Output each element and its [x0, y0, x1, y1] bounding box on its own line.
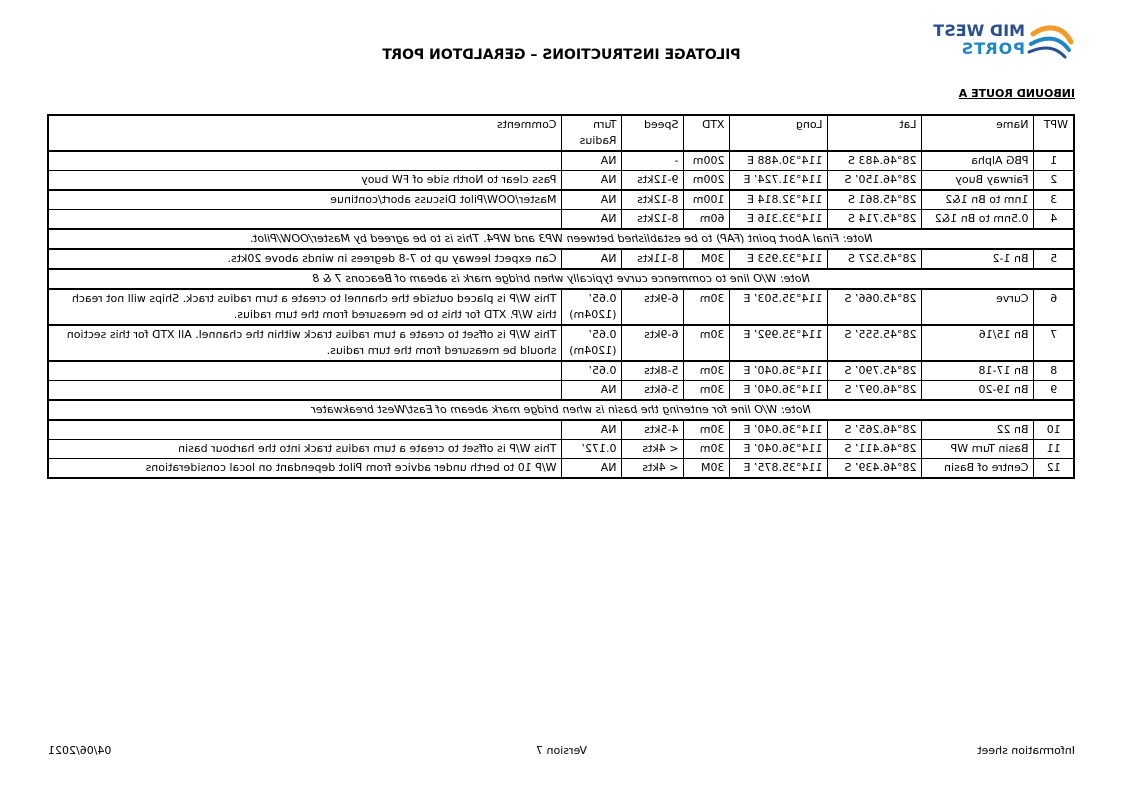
comments-cell: This W/P is offset to create a turn radius track into the harbour basin	[48, 440, 562, 459]
name-cell: 0.5nm to Bn 1&2	[922, 210, 1034, 230]
header-lat: Lat	[828, 115, 922, 151]
speed-cell: 8-11kts	[622, 249, 684, 269]
name-cell: Centre of Basin	[922, 459, 1034, 479]
xtd-cell: 30m	[684, 361, 730, 381]
wpt-cell: 5	[1034, 249, 1074, 269]
wpt-cell: 10	[1034, 420, 1074, 440]
comments-cell: Master/OOW/Pilot Discuss abort/continue	[48, 190, 562, 210]
speed-cell: 5-6kts	[622, 381, 684, 401]
header-xtd: XTD	[684, 115, 730, 151]
comments-cell: Can expect leeway up to 7-8 degrees in winds above 20kts.	[48, 249, 562, 269]
comments-cell	[48, 210, 562, 230]
lat-cell: 28°46.483 S	[828, 151, 922, 171]
comments-cell: This W/P is placed outside the channel to create a turn radius track. Ships will not reach this W/P. XTD for this to be measured from the turn radius.	[48, 289, 562, 325]
long-cell: 114°36.040’ E	[730, 440, 828, 459]
table-row	[48, 361, 1074, 381]
wpt-cell: 2	[1034, 171, 1074, 191]
name-cell: 1nm to Bn 1&2	[922, 190, 1034, 210]
name-cell: Bn 17-18	[922, 361, 1034, 381]
name-cell: Bn 1-2	[922, 249, 1034, 269]
lat-cell: 28°45.714 S	[828, 210, 922, 230]
table-row	[48, 325, 1074, 361]
header-long: Long	[730, 115, 828, 151]
turn-radius-cell: NA	[562, 381, 622, 401]
turn-radius-cell: 0.172’	[562, 440, 622, 459]
speed-cell: 8-12kts	[622, 190, 684, 210]
turn-radius-cell: 0.65’	[562, 361, 622, 381]
lat-cell: 28°45.066’ S	[828, 289, 922, 325]
speed-cell: -	[622, 151, 684, 171]
xtd-cell: 100m	[684, 190, 730, 210]
note-row	[48, 269, 1074, 289]
long-cell: 114°32.814 E	[730, 190, 828, 210]
comments-cell: This W/P is offset to create a turn radius track within the channel. All XTD for this section should be measured from the turn radius.	[48, 325, 562, 361]
turn-radius-cell: NA	[562, 151, 622, 171]
logo-line-2: PORTS	[960, 39, 1025, 58]
lat-cell: 28°45.527 S	[828, 249, 922, 269]
name-cell: PBG Alpha	[922, 151, 1034, 171]
turn-radius-cell: NA	[562, 210, 622, 230]
table-row	[48, 440, 1074, 459]
xtd-cell: 30M	[684, 249, 730, 269]
name-cell: Basin Turn WP	[922, 440, 1034, 459]
name-cell: Curve	[922, 289, 1034, 325]
comments-cell	[48, 361, 562, 381]
comments-cell: W/P 10 to berth under advice from Pilot dependant on local considerations	[48, 459, 562, 479]
long-cell: 114°36.040’ E	[730, 420, 828, 440]
speed-cell: 6-9kts	[622, 325, 684, 361]
long-cell: 114°36.040’ E	[730, 361, 828, 381]
xtd-cell: 200m	[684, 171, 730, 191]
name-cell: Bn 22	[922, 420, 1034, 440]
turn-radius-cell: NA	[562, 249, 622, 269]
long-cell: 114°33.316 E	[730, 210, 828, 230]
table-row	[48, 459, 1074, 479]
speed-cell: 9-12kts	[622, 171, 684, 191]
wpt-cell: 6	[1034, 289, 1074, 325]
turn-radius-cell: NA	[562, 171, 622, 191]
name-cell: Bn 15/16	[922, 325, 1034, 361]
header-comments: Comments	[48, 115, 562, 151]
speed-cell: 4-5kts	[622, 420, 684, 440]
comments-cell	[48, 420, 562, 440]
xtd-cell: 30m	[684, 440, 730, 459]
comments-cell	[48, 381, 562, 401]
wpt-cell: 8	[1034, 361, 1074, 381]
turn-radius-cell: NA	[562, 459, 622, 479]
page-title: PILOTAGE INSTRUCTIONS – GERALDTON PORT	[382, 47, 741, 63]
long-cell: 114°31.724’ E	[730, 171, 828, 191]
waypoint-table	[47, 114, 1075, 479]
long-cell: 114°35.503’ E	[730, 289, 828, 325]
logo-line-1: MID WEST	[933, 21, 1025, 40]
xtd-cell: 60m	[684, 210, 730, 230]
table-row	[48, 249, 1074, 269]
table-row	[48, 171, 1074, 191]
note-row	[48, 400, 1074, 420]
speed-cell: < 4kts	[622, 459, 684, 479]
wpt-cell: 12	[1034, 459, 1074, 479]
header-speed: Speed	[622, 115, 684, 151]
footer-date: 04/06/2021	[48, 744, 112, 757]
long-cell: 114°30.488 E	[730, 151, 828, 171]
note-curve: Note: W/O line to commence curve typically when bridge mark is abeam of Beacons 7 & 8	[48, 269, 1074, 289]
turn-radius-cell: NA	[562, 420, 622, 440]
xtd-cell: 30m	[684, 289, 730, 325]
note-fap: Note: Final Abort point (FAP) to be established between WP3 and WP4. This is to be agreed by Master/OOW/Pilot.	[48, 229, 1074, 249]
turn-radius-cell: NA	[562, 190, 622, 210]
note-row	[48, 229, 1074, 249]
turn-radius-cell: 0.65’ (1204m)	[562, 289, 622, 325]
long-cell: 114°33.953 E	[730, 249, 828, 269]
header-wpt: WPT	[1034, 115, 1074, 151]
lat-cell: 28°45.861 S	[828, 190, 922, 210]
speed-cell: 8-12kts	[622, 210, 684, 230]
wpt-cell: 7	[1034, 325, 1074, 361]
comments-cell: Pass clear to North side of FW buoy	[48, 171, 562, 191]
xtd-cell: 30m	[684, 325, 730, 361]
speed-cell: < 4kts	[622, 440, 684, 459]
wpt-cell: 4	[1034, 210, 1074, 230]
lat-cell: 28°46.150’ S	[828, 171, 922, 191]
table-row	[48, 151, 1074, 171]
lat-cell: 28°45.790’ S	[828, 361, 922, 381]
comments-cell	[48, 151, 562, 171]
xtd-cell: 30M	[684, 459, 730, 479]
header-turn-radius: Turn Radius	[562, 115, 622, 151]
table-row	[48, 190, 1074, 210]
speed-cell: 6-9kts	[622, 289, 684, 325]
lat-cell: 28°46.439’ S	[828, 459, 922, 479]
xtd-cell: 200m	[684, 151, 730, 171]
note-basin: Note: W/O line for entering the basin is when bridge mark abeam of East/West breakwater	[48, 400, 1074, 420]
speed-cell: 5-8kts	[622, 361, 684, 381]
header-name: Name	[922, 115, 1034, 151]
table-header-row	[48, 115, 1074, 151]
wpt-cell: 9	[1034, 381, 1074, 401]
long-cell: 114°36.040’ E	[730, 381, 828, 401]
wpt-cell: 11	[1034, 440, 1074, 459]
table-row	[48, 210, 1074, 230]
long-cell: 114°35.992’ E	[730, 325, 828, 361]
xtd-cell: 30m	[684, 381, 730, 401]
wpt-cell: 3	[1034, 190, 1074, 210]
wpt-cell: 1	[1034, 151, 1074, 171]
lat-cell: 28°45.555’ S	[828, 325, 922, 361]
table-row	[48, 289, 1074, 325]
footer-version: Version 7	[536, 744, 587, 757]
lat-cell: 28°46.097’ S	[828, 381, 922, 401]
lat-cell: 28°46.411’ S	[828, 440, 922, 459]
section-heading: INBOUND ROUTE A	[958, 87, 1075, 100]
table-row	[48, 420, 1074, 440]
name-cell: Fairway Buoy	[922, 171, 1034, 191]
name-cell: Bn 19-20	[922, 381, 1034, 401]
footer-left: Information sheet	[977, 744, 1075, 757]
turn-radius-cell: 0.65’ (1204m)	[562, 325, 622, 361]
lat-cell: 28°46.265’ S	[828, 420, 922, 440]
table-row	[48, 381, 1074, 401]
xtd-cell: 30m	[684, 420, 730, 440]
long-cell: 114°35.875’ E	[730, 459, 828, 479]
